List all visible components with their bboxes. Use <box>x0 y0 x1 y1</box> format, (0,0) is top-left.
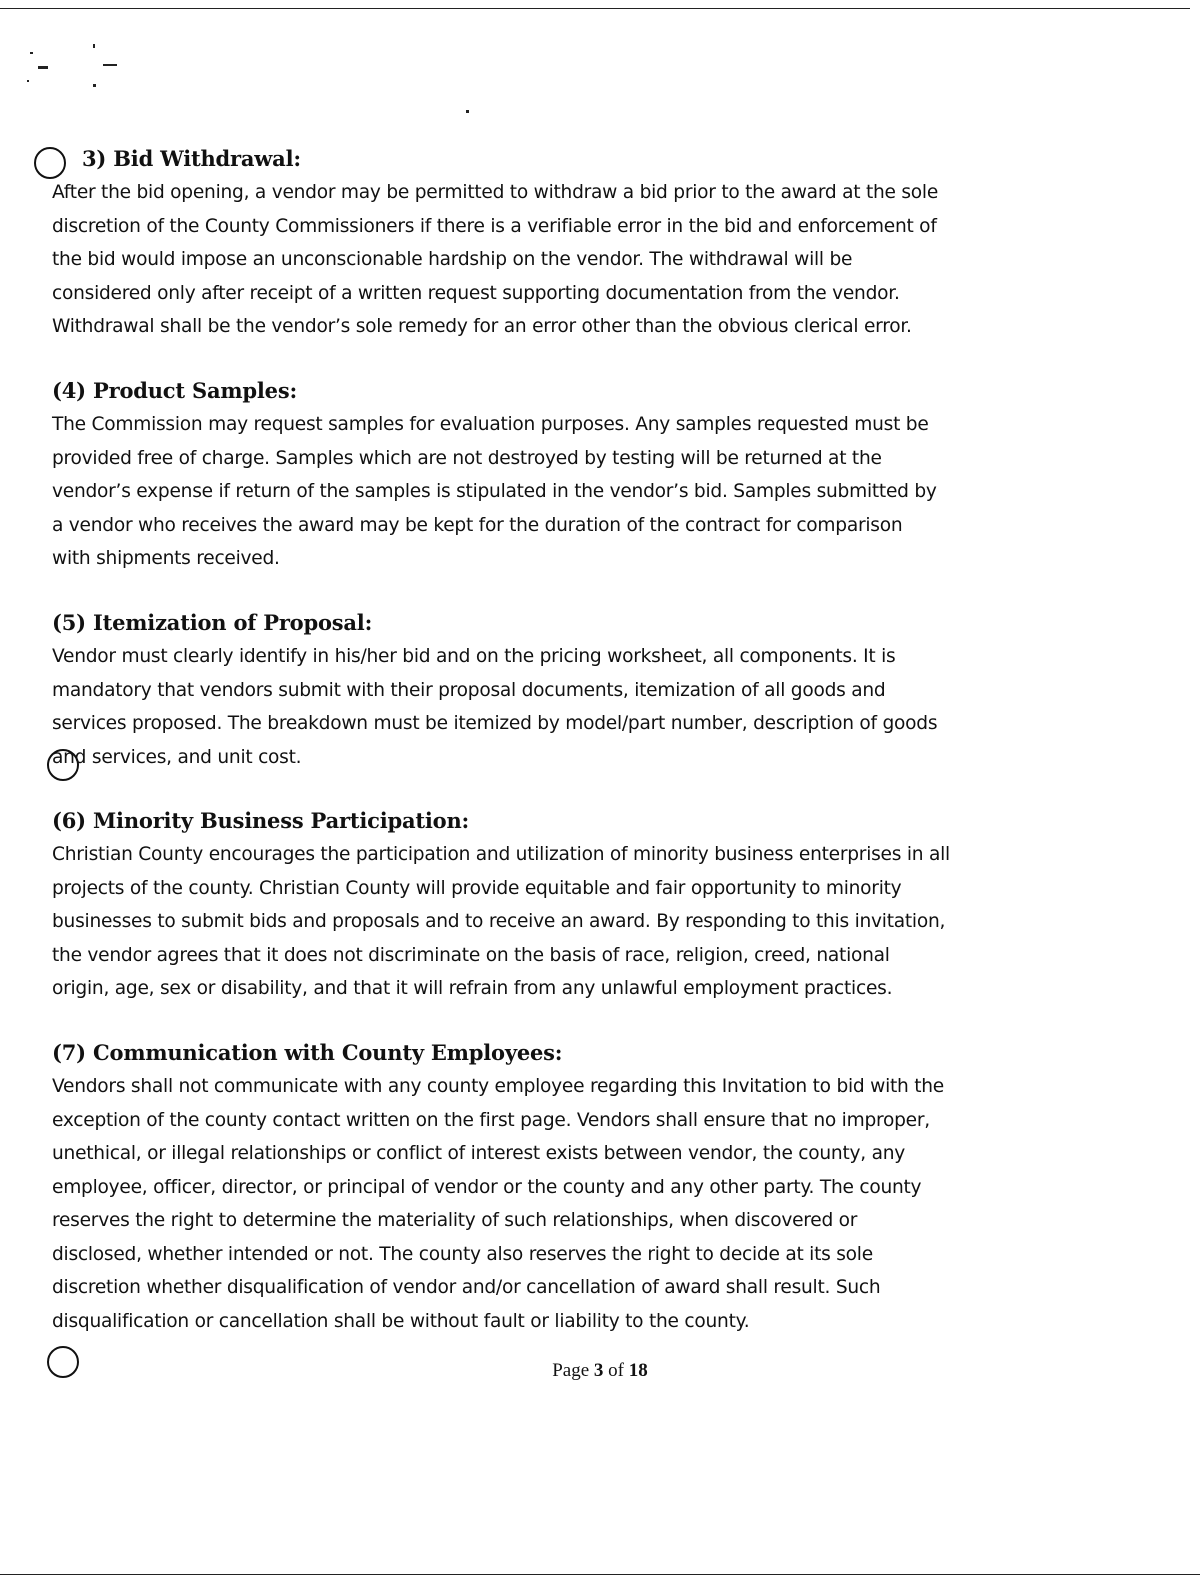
text-line: Vendors shall not communicate with any county employee regarding this Invitation to bid with the <box>52 1076 944 1097</box>
text-line: businesses to submit bids and proposals and to receive an award. By responding to this invitation, <box>52 911 946 932</box>
scan-speck <box>103 64 117 66</box>
page-number-of: of <box>603 1360 629 1381</box>
text-line: disclosed, whether intended or not. The county also reserves the right to decide at its sole <box>52 1243 873 1265</box>
text-line: discretion whether disqualification of vendor and/or cancellation of award shall result. Such <box>52 1277 881 1298</box>
text-line: discretion of the County Commissioners if there is a verifiable error in the bid and enforcement of <box>52 215 937 237</box>
text-line: exception of the county contact written on the first page. Vendors shall ensure that no improper, <box>52 1109 930 1131</box>
section-heading: (6) Minority Business Participation: <box>52 808 470 833</box>
text-line: Withdrawal shall be the vendor’s sole remedy for an error other than the obvious clerical error. <box>52 316 912 337</box>
bottom-border-line <box>0 1574 1200 1575</box>
scan-speck <box>93 84 96 87</box>
section-body <box>52 1070 1162 1338</box>
section-heading: (5) Itemization of Proposal: <box>52 610 373 635</box>
section-minority-business-participation <box>52 808 1162 1006</box>
section-heading: (4) Product Samples: <box>52 378 297 403</box>
text-line: with shipments received. <box>52 548 280 569</box>
text-line: unethical, or illegal relationships or conflict of interest exists between vendor, the county, any <box>52 1143 906 1164</box>
text-line: vendor’s expense if return of the samples is stipulated in the vendor’s bid. Samples submitted by <box>52 481 937 502</box>
text-line: reserves the right to determine the materiality of such relationships, when discovered or <box>52 1210 858 1231</box>
top-border-line <box>0 8 1190 9</box>
scan-speck <box>93 44 95 48</box>
page-number <box>0 1360 1200 1382</box>
scan-speck <box>38 66 48 69</box>
text-line: mandatory that vendors submit with their proposal documents, itemization of all goods and <box>52 679 886 701</box>
section-body <box>52 640 1162 774</box>
section-communication-with-county-employees <box>52 1040 1162 1338</box>
section-heading: (7) Communication with County Employees: <box>52 1040 563 1065</box>
section-product-samples <box>52 378 1162 576</box>
text-line: The Commission may request samples for evaluation purposes. Any samples requested must be <box>52 414 929 435</box>
scan-speck <box>30 52 33 54</box>
text-line: After the bid opening, a vendor may be permitted to withdraw a bid prior to the award at the sole <box>52 182 939 203</box>
scan-speck <box>27 80 29 82</box>
page-number-total: 18 <box>628 1360 648 1381</box>
text-line: origin, age, sex or disability, and that it will refrain from any unlawful employment practices. <box>52 978 893 999</box>
text-line: and services, and unit cost. <box>52 746 302 768</box>
page-number-current: 3 <box>593 1360 604 1381</box>
section-body <box>52 838 1162 1006</box>
scan-speck <box>466 110 469 113</box>
text-line: provided free of charge. Samples which are not destroyed by testing will be returned at the <box>52 447 882 469</box>
text-line: a vendor who receives the award may be kept for the duration of the contract for comparison <box>52 514 903 536</box>
section-bid-withdrawal <box>52 146 1162 344</box>
text-line: the vendor agrees that it does not discriminate on the basis of race, religion, creed, national <box>52 944 890 966</box>
text-line: the bid would impose an unconscionable hardship on the vendor. The withdrawal will be <box>52 249 853 270</box>
section-itemization-of-proposal <box>52 610 1162 774</box>
section-body <box>52 408 1162 576</box>
text-line: Vendor must clearly identify in his/her bid and on the pricing worksheet, all components. It is <box>52 646 896 667</box>
section-body <box>52 176 1162 344</box>
text-line: disqualification or cancellation shall be without fault or liability to the county. <box>52 1310 750 1332</box>
text-line: Christian County encourages the participation and utilization of minority business enterprises in all <box>52 844 950 865</box>
text-line: projects of the county. Christian County will provide equitable and fair opportunity to minority <box>52 877 902 899</box>
text-line: services proposed. The breakdown must be itemized by model/part number, description of goods <box>52 713 938 734</box>
page-number-prefix: Page <box>552 1360 594 1381</box>
text-line: employee, officer, director, or principal of vendor or the county and any other party. The county <box>52 1176 922 1198</box>
section-heading: 3) Bid Withdrawal: <box>82 146 301 171</box>
text-line: considered only after receipt of a written request supporting documentation from the vendor. <box>52 282 900 304</box>
